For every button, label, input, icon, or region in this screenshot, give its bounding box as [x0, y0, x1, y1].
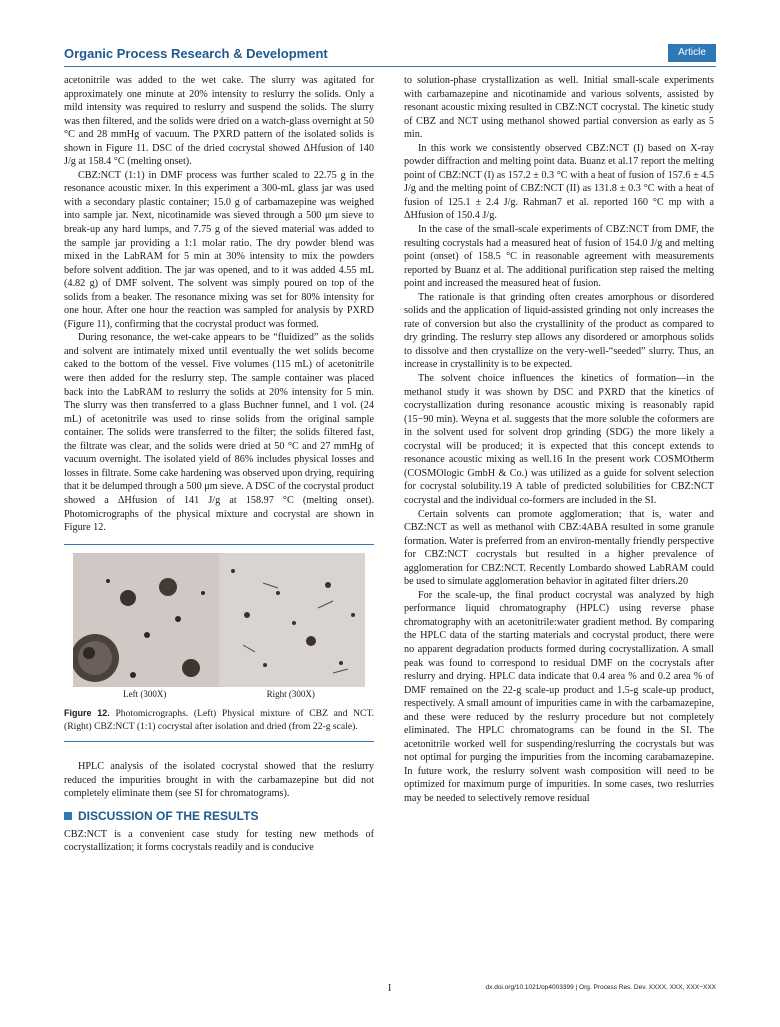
figure-caption-label: Figure 12. [64, 708, 110, 719]
page-header [64, 44, 716, 66]
paragraph: CBZ:NCT (1:1) in DMF process was further scaled to 22.75 g in the resonance acoustic mixer. In this experiment a 300-mL glass jar was used with a secondary plastic container; 15.0 g of carbamazepine was weighed into sample jar. Next, nicotinamide was sieved through a 500 μm sieve to break-up any hard lumps, and 7.75 g of the sieved material was added to the sample jar providing a 1:1 molar ratio. The dry powder blend was mixed in the LabRAM for 5 min at 30% intensity to mix the powders before solvent addition. The jar was opened, and to it was added 4.55 mL (4.82 g) of DMF solvent. The solvent was simply poured on top of the solids from a beaker. The resonance mixing was set for 80% intensity for one hour. After one hour the reaction was sampled for analysis by PXRD (Figure 11), confirming that the cocrystal product was formed. [64, 169, 374, 330]
paragraph: In the case of the small-scale experiments of CBZ:NCT from DMF, the resulting cocrystals had a measured heat of fusion of 154.0 J/g and melting point (onset) of 158.5 °C in reasonable agreement with measurements reported by Buanz et al. The additional purification step raised the melting point and increased the measured heat of fusion. [404, 224, 714, 290]
photomicrograph-image [73, 553, 365, 687]
figure-caption [64, 707, 374, 733]
paragraph: to solution-phase crystallization as well. Initial small-scale experiments with carbamazepine and nicotinamide and various solvents, assisted by resonant acoustic mixing resulted in CBZ:NCT cocrystal. The kinetic study of CBZ and NCT using methanol showed partial conversion as early as 5 min. [404, 75, 714, 141]
section-title: DISCUSSION OF THE RESULTS [78, 808, 259, 823]
photo-labels [73, 688, 365, 702]
right-column [404, 74, 714, 806]
doi-link[interactable]: dx.doi.org/10.1021/op4003399 | Org. Process Res. Dev. XXXX, XXX, XXX−XXX [485, 984, 716, 991]
figure-12 [64, 544, 374, 743]
article-badge: Article [668, 44, 716, 62]
paragraph: For the scale-up, the final product cocrystal was analyzed by high performance liquid chromatography (HPLC) using reverse phase chromatography with an acetonitrile:water gradient method. By comparing the HPLC data of the starting materials and cocrystal product, there were no apparent degradation products formed during cocrystallization. A small peak was found to correspond to residual DMF on the cocrystals after reslurry and drying. HPLC data indicate that 0.4 area % and 0.2 area % of DMF remained on the 22-g scale-up product and 1.5-g scale-up product, respectively. A small amount of impurities came in with the carbamazepine, and these were reduced by the reslurry procedure but not completely eliminated. The HPLC chromatograms can be found in the SI. The acetonitrile worked well for suspending/reslurring the cocrystals but was not optimal for purging the impurities from the incoming carabamazepine. In future work, the reslurry solvent wash composition will need to be optimized for maximum purge of impurities. In some cases, two reslurries may be needed to selectively remove residual [404, 589, 714, 804]
paragraph: acetonitrile was added to the wet cake. The slurry was agitated for approximately one minute at 20% intensity to reslurry the solids. Only a mild intensity was required to reslurry and suspend the solids. The slurry was then filtered, and the solids were dried on a watch-glass overnight at 50 °C and 28 mmHg of vacuum. The PXRD pattern of the isolated solids is shown in Figure 11. DSC of the dried cocrystal showed ΔHfusion of 140 J/g at 158.4 °C (melting onset). [64, 75, 374, 168]
paragraph: The rationale is that grinding often creates amorphous or disordered solids and the application of liquid-assisted grinding not only increases the rate of conversion but also the crystallinity of the product as compared to dry grinding. The reslurry step allows any disordered or amorphous solids to dissolve and then crystallize on the very-well-“seeded” slurry. Thus, an increase in crystallinity is to be expected. [404, 291, 714, 371]
header-rule [64, 66, 716, 67]
paragraph: HPLC analysis of the isolated cocrystal showed that the reslurry reduced the impurities brought in with the carbamazepine but did not completely eliminate them (see SI for chromatograms). [64, 761, 374, 800]
figure-caption-text: Photomicrographs. (Left) Physical mixture of CBZ and NCT. (Right) CBZ:NCT (1:1) cocrystal after isolation and dried (from 22-g scale). [64, 708, 374, 732]
paragraph: CBZ:NCT is a convenient case study for testing new methods of cocrystallization; it forms cocrystals readily and is conducive [64, 828, 374, 854]
paragraph: Certain solvents can promote agglomeration; that is, water and CBZ:NCT as well as methanol with CBZ:4ABA resulted in some granule formation. Water is preferred from an environ-mentally friendly perspective for CBZ:NCT cocrystals but resulted in a higher prevalence of agglomeration for CBZ:NCT. Recently Lombardo showed LabRAM could be used to simulate agglomeration behavior in agitated filter driers.20 [404, 508, 714, 588]
paragraph: The solvent choice influences the kinetics of formation—in the methanol study it was shown by DSC and PXRD that the kinetics of cocrystallization during resonance acoustic mixing is reasonably rapid (15−90 min). Weyna et al. suggests that the more soluble the coformers are in the solvent used for solvent drop grinding (SDG) the more likely a cocrystal will be produced; it is expected that this concept extends to resonance acoustic mixing as well.16 In the present work COSMOtherm (COSMOlogic GmbH & Co.) was utilized as a guide for solvent selection for cocrystal solubility.19 A table of predicted solubilities for CBZ:NCT cocrystal and the individual co-formers are included in the SI. [404, 373, 714, 506]
left-photo-label: Left (300X) [123, 688, 167, 699]
page-number: I [388, 983, 392, 994]
right-photo-label: Right (300X) [266, 688, 315, 699]
left-column [64, 74, 374, 855]
section-heading [64, 810, 374, 824]
section-marker-icon [64, 812, 72, 820]
paragraph: During resonance, the wet-cake appears to be “fluidized” as the solids and solvent are intimately mixed until eventually the wet solids become caked to the bottom of the vessel. Five volumes (115 mL) of acetonitrile were then added for the reslurry step. The sample container was placed back into the LabRAM to reslurry the solids at 20% intensity for 5 min. The slurry was then transferred to a glass Buchner funnel, and 1 vol. (24 mL) of acetonitrile was used to rinse solids from the original sample container. The solids were transferred to the filter; the solids filtered fast, the filtrate was clear, and the solids were dried at 50 °C and 27 mmHg of vacuum overnight. The isolated yield of 86% includes physical losses and losses in filtrate. Some cake hardening was observed upon drying, requiring that it be delumped through a 500 μm sieve. A DSC of the cocrystal product showed a ΔHfusion of 141 J/g at 158.97 °C (melting onset). Photomicrographs of the physical mixture and cocrystal are shown in Figure 12. [64, 332, 374, 534]
journal-title[interactable]: Organic Process Research & Development [64, 46, 328, 61]
paragraph: In this work we consistently observed CBZ:NCT (I) based on X-ray powder diffraction and melting point data. Buanz et al.17 report the melting point of CBZ:NCT (I) as 157.2 ± 0.3 °C with a heat of fusion of 157.6 ± 4.5 J/g and the melting point of CBZ:NCT (II) as 131.8 ± 0.3 °C with a heat of fusion of 125.1 ± 2.4 J/g. Rahman7 et al. reported 160 °C mp with a ΔHfusion of 150.4 J/g. [404, 142, 714, 222]
